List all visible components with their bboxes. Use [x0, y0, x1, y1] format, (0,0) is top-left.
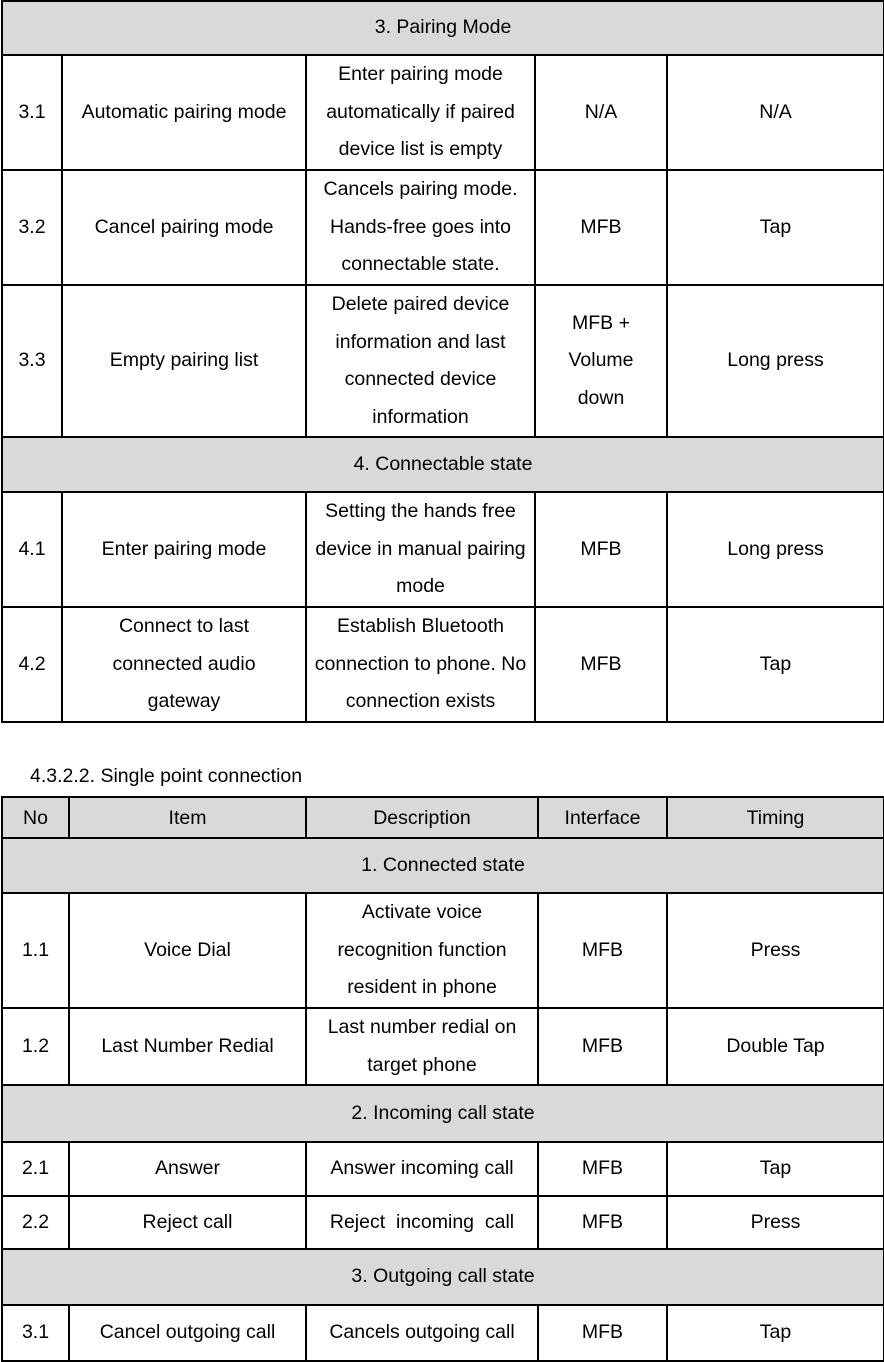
row-description: Reject incoming call — [306, 1196, 538, 1249]
table-row — [2, 893, 884, 1008]
row-item: Voice Dial — [69, 893, 306, 1008]
row-no: 1.1 — [2, 893, 69, 1008]
section-subtitle: 4.3.2.2. Single point connection — [30, 765, 303, 787]
row-interface: MFB + Volume down — [535, 285, 667, 437]
section-header-row — [2, 1085, 884, 1142]
section-header-row — [2, 1249, 884, 1305]
table-row — [2, 285, 884, 437]
table-row — [2, 1142, 884, 1196]
section-title: 3. Outgoing call state — [2, 1249, 884, 1305]
section-title: 1. Connected state — [2, 838, 884, 893]
row-timing: Tap — [667, 607, 884, 722]
row-no: 2.1 — [2, 1142, 69, 1196]
single-point-connection-table — [1, 796, 884, 1362]
row-item: Connect to last connected audio gateway — [62, 607, 306, 722]
row-description: Answer incoming call — [306, 1142, 538, 1196]
header-no: No — [2, 797, 69, 838]
row-no: 3.1 — [2, 1305, 69, 1361]
section-title: 4. Connectable state — [2, 437, 884, 492]
row-item: Cancel outgoing call — [69, 1305, 306, 1361]
table-row — [2, 55, 884, 170]
table-row — [2, 1008, 884, 1085]
row-description: Delete paired device information and last connected device information — [306, 285, 535, 437]
row-no: 3.1 — [2, 55, 62, 170]
pairing-connectable-table — [1, 0, 884, 723]
row-interface: MFB — [538, 1196, 667, 1249]
table-row — [2, 1196, 884, 1249]
row-interface: MFB — [535, 170, 667, 285]
header-interface: Interface — [538, 797, 667, 838]
header-item: Item — [69, 797, 306, 838]
table-header-row — [2, 797, 884, 838]
row-timing: Tap — [667, 170, 884, 285]
section-title: 2. Incoming call state — [2, 1085, 884, 1142]
row-item: Reject call — [69, 1196, 306, 1249]
row-no: 3.2 — [2, 170, 62, 285]
row-description: Establish Bluetooth connection to phone. No connection exists — [306, 607, 535, 722]
row-no: 2.2 — [2, 1196, 69, 1249]
row-item: Answer — [69, 1142, 306, 1196]
row-interface: N/A — [535, 55, 667, 170]
row-timing: Press — [667, 893, 884, 1008]
row-timing: Long press — [667, 285, 884, 437]
table-row — [2, 607, 884, 722]
row-interface: MFB — [538, 1305, 667, 1361]
table-row — [2, 170, 884, 285]
table-row — [2, 1305, 884, 1361]
row-no: 4.1 — [2, 492, 62, 607]
row-description: Cancels outgoing call — [306, 1305, 538, 1361]
row-timing: N/A — [667, 55, 884, 170]
row-item: Automatic pairing mode — [62, 55, 306, 170]
section-title: 3. Pairing Mode — [2, 1, 884, 55]
row-description: Last number redial on target phone — [306, 1008, 538, 1085]
row-interface: MFB — [538, 893, 667, 1008]
row-timing: Tap — [667, 1142, 884, 1196]
row-timing: Tap — [667, 1305, 884, 1361]
row-interface: MFB — [535, 607, 667, 722]
row-timing: Long press — [667, 492, 884, 607]
row-description: Enter pairing mode automatically if paired device list is empty — [306, 55, 535, 170]
row-interface: MFB — [538, 1008, 667, 1085]
row-timing: Double Tap — [667, 1008, 884, 1085]
section-header-row — [2, 437, 884, 492]
row-description: Activate voice recognition function resident in phone — [306, 893, 538, 1008]
row-interface: MFB — [535, 492, 667, 607]
row-timing: Press — [667, 1196, 884, 1249]
section-header-row — [2, 838, 884, 893]
table-row — [2, 492, 884, 607]
header-timing: Timing — [667, 797, 884, 838]
row-description: Setting the hands free device in manual pairing mode — [306, 492, 535, 607]
row-interface: MFB — [538, 1142, 667, 1196]
row-no: 4.2 — [2, 607, 62, 722]
row-item: Enter pairing mode — [62, 492, 306, 607]
section-header-row — [2, 1, 884, 55]
row-no: 3.3 — [2, 285, 62, 437]
row-item: Cancel pairing mode — [62, 170, 306, 285]
row-no: 1.2 — [2, 1008, 69, 1085]
row-description: Cancels pairing mode. Hands-free goes into connectable state. — [306, 170, 535, 285]
header-description: Description — [306, 797, 538, 838]
row-item: Last Number Redial — [69, 1008, 306, 1085]
row-item: Empty pairing list — [62, 285, 306, 437]
